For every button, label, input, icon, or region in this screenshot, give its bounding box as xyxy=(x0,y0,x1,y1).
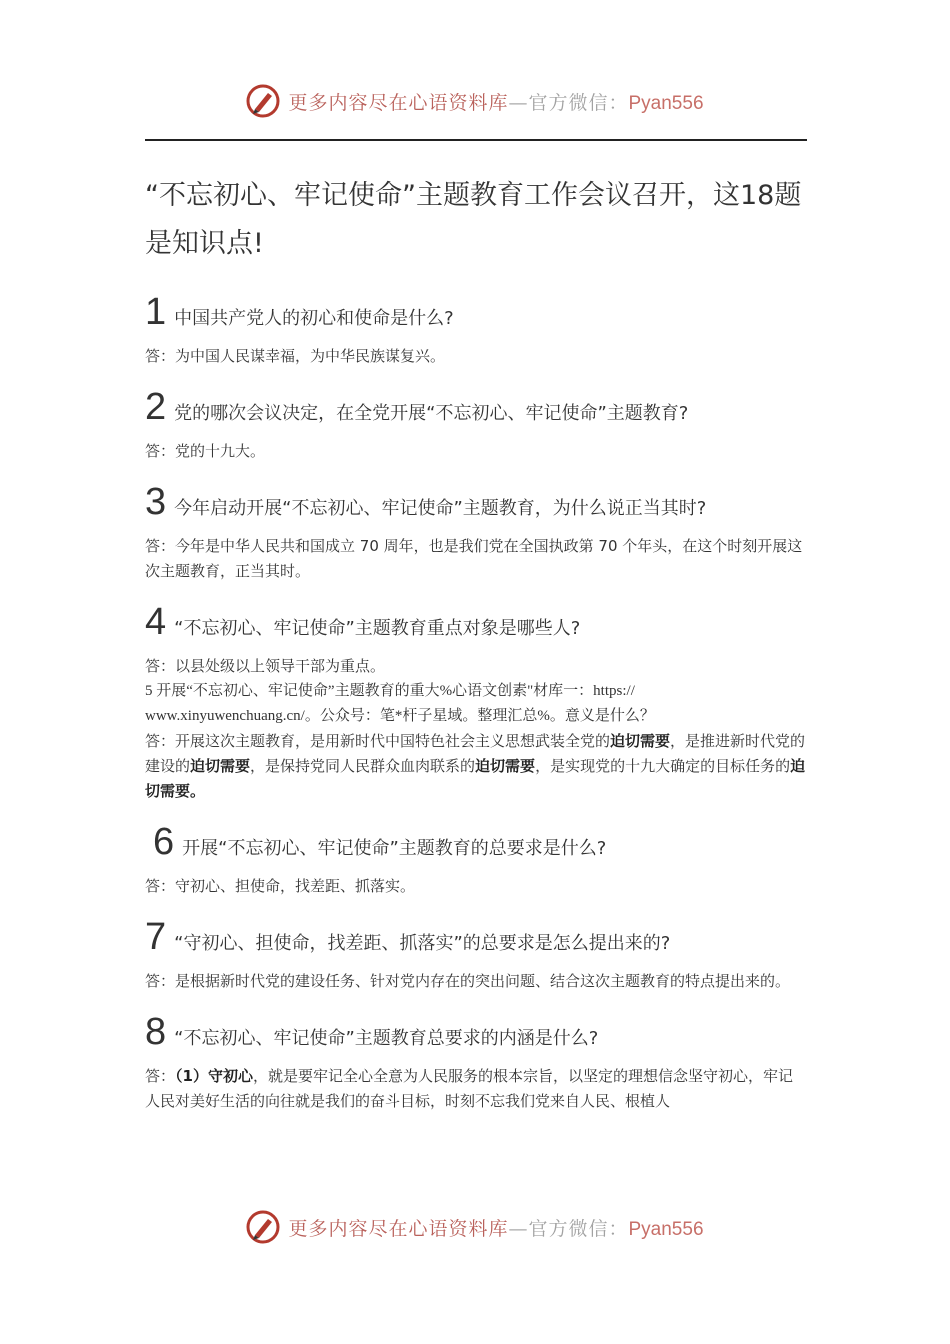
answer-7: 答：是根据新时代党的建设任务、针对党内存在的突出问题、结合这次主题教育的特点提出来的。 xyxy=(145,972,791,990)
header-banner xyxy=(0,84,950,118)
question-text: “守初心、担使命，找差距、抓落实”的总要求是怎么提出来的? xyxy=(174,933,671,954)
question-text: “不忘初心、牢记使命”主题教育总要求的内涵是什么? xyxy=(174,1028,599,1049)
answer-3: 答：今年是中华人民共和国成立 70 周年，也是我们党在全国执政第 70 个年头，在这个时刻开展这次主题教育，正当其时。 xyxy=(145,537,803,580)
answer-6: 答：守初心、担使命，找差距、抓落实。 xyxy=(145,877,416,895)
question-8 xyxy=(145,1010,807,1054)
question-number: 1 xyxy=(145,291,167,333)
pen-logo-icon xyxy=(246,84,280,118)
question-6 xyxy=(145,820,807,864)
answer-4: 答：以县处级以上领导干部为重点。 xyxy=(145,657,386,675)
question-3 xyxy=(145,480,807,524)
question-number: 3 xyxy=(145,481,167,523)
question-text: 今年启动开展“不忘初心、牢记使命”主题教育，为什么说正当其时? xyxy=(174,498,707,519)
document-body xyxy=(145,172,807,1118)
question-number: 4 xyxy=(145,601,167,643)
question-text: 开展“不忘初心、牢记使命”主题教育的总要求是什么? xyxy=(182,838,607,859)
question-text: 中国共产党人的初心和使命是什么? xyxy=(174,308,454,329)
header-rule xyxy=(145,139,807,141)
question-1 xyxy=(145,290,807,334)
question-5-line-1: 5 开展“不忘初心、牢记使命”主题教育的重大%心语文创素"材库一：https:// xyxy=(145,683,635,699)
question-5-line-2: www.xinyuwenchuang.cn/。公众号：笔*杆子星域。整理汇总%。意义是什么？ xyxy=(145,708,655,724)
banner-text: 更多内容尽在心语资料库—官方微信：Pyan556 xyxy=(288,91,704,114)
banner-text: 更多内容尽在心语资料库—官方微信：Pyan556 xyxy=(288,1217,704,1240)
page-title: “不忘初心、牢记使命”主题教育工作会议召开，这18题是知识点! xyxy=(145,180,802,259)
answer-5: 答：开展这次主题教育，是用新时代中国特色社会主义思想武装全党的迫切需要，是推进新时代党的建设的迫切需要，是保持党同人民群众血肉联系的迫切需要，是实现党的十九大确定的目标任务的迫切需要。 xyxy=(145,732,806,800)
answer-2: 答：党的十九大。 xyxy=(145,442,266,460)
question-4 xyxy=(145,600,807,644)
question-number: 8 xyxy=(145,1011,167,1053)
answer-1: 答：为中国人民谋幸福，为中华民族谋复兴。 xyxy=(145,347,446,365)
footer-banner xyxy=(0,1210,950,1244)
pen-logo-icon xyxy=(246,1210,280,1244)
question-7 xyxy=(145,915,807,959)
answer-8: 答：（1）守初心，就是要牢记全心全意为人民服务的根本宗旨，以坚定的理想信念坚守初心，牢记人民对美好生活的向往就是我们的奋斗目标，时刻不忘我们党来自人民、根植人 xyxy=(145,1067,793,1110)
question-2 xyxy=(145,385,807,429)
question-number: 2 xyxy=(145,386,167,428)
question-number: 7 xyxy=(145,916,167,958)
question-text: “不忘初心、牢记使命”主题教育重点对象是哪些人? xyxy=(174,618,581,639)
question-number: 6 xyxy=(153,821,175,863)
question-text: 党的哪次会议决定，在全党开展“不忘初心、牢记使命”主题教育? xyxy=(174,403,689,424)
